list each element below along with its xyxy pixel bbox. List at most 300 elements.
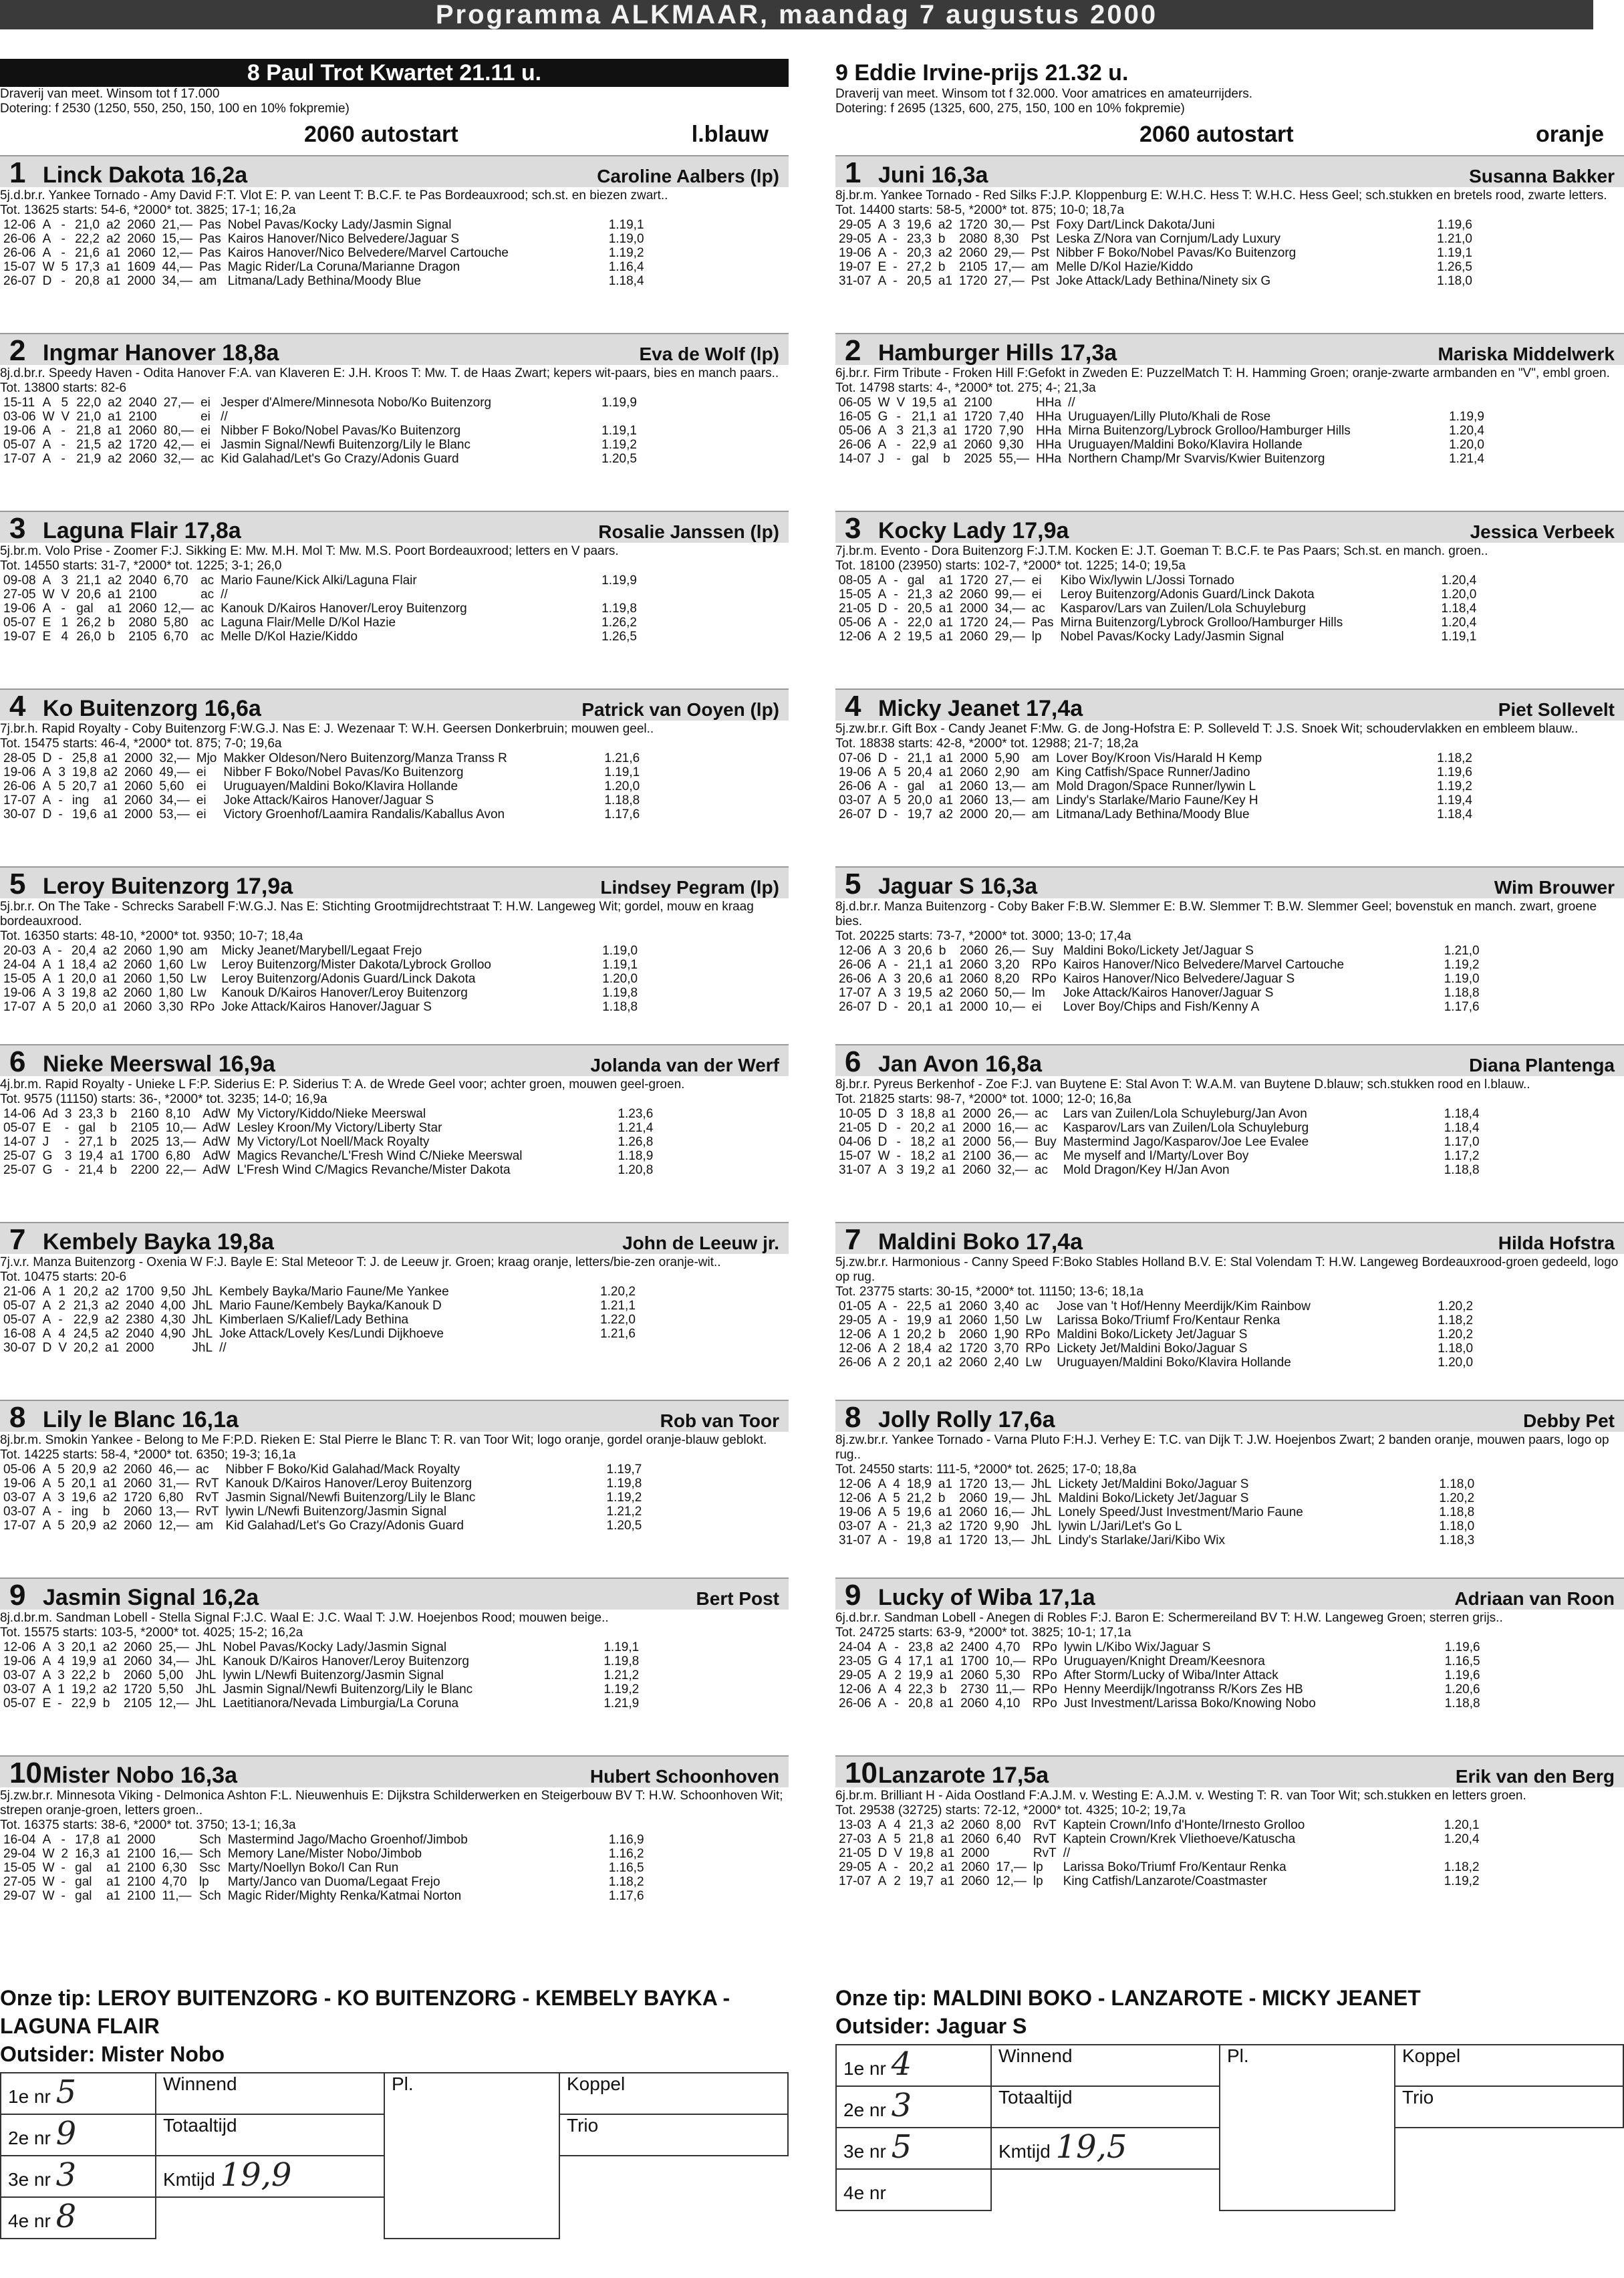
table-cell: 1.19,1 bbox=[602, 958, 638, 972]
handwritten-2[interactable]: 3 bbox=[891, 2087, 912, 2124]
bet-label-koppel[interactable]: Koppel bbox=[559, 2073, 788, 2114]
table-cell: 2060 bbox=[124, 793, 153, 807]
table-cell: - bbox=[893, 1313, 898, 1327]
table-cell: 4,70 bbox=[995, 1640, 1021, 1654]
horse-name: Jolly Rolly 17,6a bbox=[878, 1407, 1055, 1432]
table-cell: 1.20,2 bbox=[600, 1285, 636, 1299]
table-cell: a1 bbox=[939, 1696, 954, 1711]
horse-driver: Diana Plantenga bbox=[1469, 1055, 1615, 1075]
table-cell: a1 bbox=[938, 1000, 954, 1014]
table-cell: Foxy Dart/Linck Dakota/Juni bbox=[1056, 218, 1215, 232]
table-cell: a2 bbox=[105, 1285, 120, 1299]
table-cell: 1.18,4 bbox=[1444, 1107, 1480, 1121]
table-cell: 1.18,2 bbox=[1437, 751, 1472, 765]
horse-name: Maldini Boko 17,4a bbox=[878, 1229, 1083, 1255]
table-cell: 3 bbox=[57, 986, 65, 1000]
table-cell: 2380 bbox=[126, 1313, 154, 1327]
table-cell: JhL bbox=[1031, 1477, 1052, 1491]
table-cell: - bbox=[61, 218, 65, 232]
table-cell: 2400 bbox=[960, 1640, 989, 1654]
table-cell: 1.18,0 bbox=[1439, 1519, 1475, 1533]
table-cell: AdW bbox=[202, 1107, 231, 1121]
table-cell: 1.20,4 bbox=[1441, 616, 1477, 630]
table-row bbox=[0, 1833, 648, 1847]
horse-pedigree: 6j.br.m. Brilliant H - Aida Oostland F:A.J.M. v. Westing E: A.J.M. v. Westing T: R. van Toor Wit; sch.stukken en letters groen. bbox=[835, 1789, 1526, 1803]
table-cell: a2 bbox=[938, 807, 954, 821]
horse-entry bbox=[835, 866, 1624, 1041]
race-info-1: Draverij van meet. Winsom tot f 32.000. Voor amatrices en amateurrijders. bbox=[835, 87, 1253, 101]
table-cell: - bbox=[57, 944, 62, 958]
table-cell: a2 bbox=[938, 1356, 952, 1370]
table-cell: a2 bbox=[102, 944, 117, 958]
bet-label-2: 2e nr 3 bbox=[836, 2086, 991, 2128]
table-cell: 1720 bbox=[964, 410, 992, 424]
table-cell: - bbox=[896, 410, 901, 424]
table-cell: 19-06 bbox=[3, 986, 36, 1000]
table-cell: HHa bbox=[1036, 424, 1062, 438]
horse-stats: Tot. 14400 starts: 58-5, *2000* tot. 875; 10-0; 18,7a bbox=[835, 203, 1125, 217]
table-cell bbox=[1446, 396, 1488, 410]
table-cell: 16,— bbox=[162, 1847, 192, 1861]
table-cell: 2 bbox=[61, 1847, 69, 1861]
table-cell: - bbox=[894, 574, 898, 588]
table-cell: 1.19,2 bbox=[603, 1682, 640, 1696]
table-cell: - bbox=[893, 1519, 898, 1533]
handwritten-kmtijd[interactable]: 19,9 bbox=[220, 2156, 292, 2194]
table-cell: Lickety Jet/Maldini Boko/Jaguar S bbox=[1057, 1342, 1248, 1356]
table-cell: 2000 bbox=[960, 751, 988, 765]
table-cell: 1720 bbox=[959, 1533, 988, 1547]
table-cell: 5 bbox=[894, 765, 901, 779]
table-cell: b bbox=[943, 452, 950, 466]
results-table bbox=[835, 218, 1476, 288]
table-cell: A bbox=[42, 424, 51, 438]
table-cell: 1700 bbox=[130, 1149, 159, 1163]
table-cell: 1.20,2 bbox=[1438, 1299, 1474, 1313]
table-cell: 13,— bbox=[994, 793, 1025, 807]
table-cell: Nibber F Boko/Nobel Pavas/Ko Buitenzorg bbox=[223, 765, 464, 779]
table-row bbox=[835, 602, 1480, 616]
table-cell: 19-06 bbox=[839, 246, 871, 260]
table-cell: 5 bbox=[57, 1000, 65, 1014]
table-cell: 3,30 bbox=[158, 1000, 184, 1014]
horse-number: 5 bbox=[9, 868, 26, 900]
table-cell: A bbox=[877, 588, 887, 602]
table-cell: 3,40 bbox=[994, 1299, 1019, 1313]
table-cell: - bbox=[64, 1135, 70, 1149]
table-cell: Mastermind Jago/Kasparov/Joe Lee Evalee bbox=[1063, 1135, 1309, 1149]
horse-number: 1 bbox=[845, 156, 861, 189]
horse-header bbox=[0, 511, 789, 543]
table-cell: D bbox=[877, 1846, 888, 1860]
table-row bbox=[0, 1640, 642, 1654]
table-cell: 27,2 bbox=[906, 260, 932, 274]
table-cell: 30-07 bbox=[3, 1341, 36, 1355]
table-cell: 5 bbox=[893, 1491, 900, 1505]
horse-pedigree: 5j.br.r. On The Take - Schrecks Sarabell F:W.G.J. Nas E: Stichting Grootmijdrechtstraat T: H.W. Langeweg Wit; gordel, mouw en kraag bordeauxrood. bbox=[0, 900, 754, 928]
table-cell: 21,3 bbox=[74, 1299, 99, 1313]
page-header: Programma ALKMAAR, maandag 7 augustus 2000 bbox=[0, 0, 1593, 29]
table-row bbox=[0, 1654, 642, 1668]
table-cell: 1.21,2 bbox=[606, 1505, 642, 1519]
table-cell: 17-07 bbox=[839, 986, 871, 1000]
table-cell: A bbox=[42, 574, 51, 588]
table-row bbox=[835, 1477, 1478, 1491]
bet-label-totaaltijd[interactable]: Totaaltijd bbox=[156, 2114, 384, 2156]
bet-label-kmtijd[interactable]: Kmtijd 19,9 bbox=[156, 2156, 384, 2197]
table-cell: 01-05 bbox=[839, 1299, 871, 1313]
table-cell: 05-07 bbox=[3, 1313, 36, 1327]
table-cell: a2 bbox=[102, 1463, 117, 1477]
table-cell: 19,7 bbox=[909, 1874, 934, 1888]
table-cell: 4 bbox=[61, 630, 69, 644]
table-cell: RPo bbox=[1025, 1327, 1051, 1342]
table-cell: 19,4 bbox=[78, 1149, 104, 1163]
race-color: oranje bbox=[1535, 122, 1604, 147]
horse-list bbox=[835, 155, 1624, 1930]
table-cell: a1 bbox=[105, 1341, 120, 1355]
table-row bbox=[835, 1135, 1483, 1149]
bet-label-trio[interactable]: Trio bbox=[1395, 2086, 1623, 2128]
table-cell: Kibo Wix/lywin L/Jossi Tornado bbox=[1060, 574, 1234, 588]
table-cell: 2100 bbox=[127, 1875, 156, 1889]
table-row bbox=[835, 765, 1476, 779]
table-cell: 6,30 bbox=[162, 1861, 187, 1875]
table-cell: 18,2 bbox=[910, 1135, 936, 1149]
table-cell: A bbox=[877, 1696, 887, 1711]
table-cell: D bbox=[877, 1000, 888, 1014]
table-cell: Kasparov/Lars van Zuilen/Lola Schuyleburg bbox=[1060, 602, 1307, 616]
results-table bbox=[0, 396, 640, 466]
handwritten-2[interactable]: 9 bbox=[55, 2115, 77, 2152]
table-cell: D bbox=[877, 1135, 888, 1149]
table-cell: Kairos Hanover/Nico Belvedere/Marvel Cartouche bbox=[227, 246, 509, 260]
horse-number: 9 bbox=[9, 1579, 26, 1612]
table-cell: Sch bbox=[198, 1847, 221, 1861]
handwritten-3[interactable]: 3 bbox=[55, 2156, 77, 2194]
table-cell: a1 bbox=[942, 1135, 956, 1149]
table-cell: Uruguayen/Maldini Boko/Klavira Hollande bbox=[1057, 1356, 1291, 1370]
table-cell: 26,— bbox=[997, 1107, 1028, 1121]
table-cell: 3 bbox=[57, 1640, 65, 1654]
table-row bbox=[0, 807, 643, 821]
table-cell: 19,5 bbox=[907, 986, 932, 1000]
table-cell: 2080 bbox=[128, 616, 157, 630]
bet-label-trio[interactable]: Trio bbox=[559, 2114, 788, 2156]
table-cell: 1.22,0 bbox=[600, 1313, 636, 1327]
results-table bbox=[835, 574, 1480, 644]
table-cell: My Victory/Kiddo/Nieke Meerswal bbox=[237, 1107, 426, 1121]
table-cell: 1.18,8 bbox=[1444, 986, 1480, 1000]
table-cell: 2060 bbox=[960, 779, 988, 793]
table-cell: - bbox=[64, 1163, 70, 1177]
table-cell: A bbox=[877, 1533, 887, 1547]
table-cell: ac bbox=[1034, 1149, 1049, 1163]
table-cell: 26-06 bbox=[3, 232, 36, 246]
table-cell: 5,80 bbox=[163, 616, 188, 630]
table-cell: 5,90 bbox=[994, 751, 1020, 765]
bet-label-koppel[interactable]: Koppel bbox=[1395, 2045, 1623, 2086]
horse-stats: Tot. 16350 starts: 48-10, *2000* tot. 9350; 10-7; 18,4a bbox=[0, 929, 303, 943]
table-row bbox=[835, 1668, 1484, 1682]
table-cell: a2 bbox=[108, 438, 122, 452]
table-cell: 21,1 bbox=[912, 410, 937, 424]
table-cell: 20,6 bbox=[76, 588, 102, 602]
table-cell: 1720 bbox=[128, 438, 157, 452]
table-cell: 1.20,0 bbox=[602, 972, 638, 986]
table-cell: A bbox=[877, 779, 887, 793]
horse-name: Jaguar S 16,3a bbox=[878, 874, 1038, 899]
table-cell: Litmana/Lady Bethina/Moody Blue bbox=[227, 274, 422, 288]
table-cell: 1.20,0 bbox=[604, 779, 640, 793]
table-cell: A bbox=[42, 779, 51, 793]
table-cell: 1,50 bbox=[994, 1313, 1019, 1327]
table-cell: 2 bbox=[893, 1342, 900, 1356]
table-cell: // bbox=[1063, 1846, 1071, 1860]
table-cell: 20,2 bbox=[74, 1341, 99, 1355]
horse-header bbox=[0, 1577, 789, 1610]
handwritten-kmtijd[interactable]: 19,5 bbox=[1055, 2128, 1127, 2166]
table-cell: a1 bbox=[106, 274, 121, 288]
table-cell: - bbox=[893, 274, 898, 288]
table-cell: 27-05 bbox=[3, 1875, 36, 1889]
table-cell: 21,9 bbox=[76, 452, 102, 466]
table-cell: 1.19,1 bbox=[601, 424, 637, 438]
table-cell: 1.16,5 bbox=[608, 1861, 644, 1875]
horse-entry bbox=[0, 1044, 789, 1219]
table-cell: Maldini Boko/Lickety Jet/Jaguar S bbox=[1063, 944, 1254, 958]
bet-label-kmtijd[interactable]: Kmtijd 19,5 bbox=[991, 2128, 1220, 2169]
table-cell: AdW bbox=[202, 1121, 231, 1135]
horse-entry bbox=[0, 688, 789, 864]
table-cell: RPo bbox=[1032, 1640, 1057, 1654]
table-cell: 1 bbox=[57, 1682, 65, 1696]
table-cell: - bbox=[61, 246, 65, 260]
table-cell: 06-05 bbox=[839, 396, 871, 410]
table-row bbox=[835, 218, 1476, 232]
table-cell: 5 bbox=[58, 779, 65, 793]
horse-number: 4 bbox=[845, 690, 861, 723]
table-cell: 1.26,2 bbox=[601, 616, 637, 630]
table-cell: a2 bbox=[938, 986, 954, 1000]
table-cell: Magics Revanche/L'Fresh Wind C/Nieke Meerswal bbox=[237, 1149, 523, 1163]
table-cell: b bbox=[108, 616, 115, 630]
table-cell: 27-05 bbox=[3, 588, 36, 602]
table-cell: 3 bbox=[64, 1149, 72, 1163]
horse-number: 10 bbox=[9, 1757, 42, 1789]
table-cell: - bbox=[894, 602, 898, 616]
table-cell: 2000 bbox=[124, 807, 153, 821]
table-row bbox=[835, 1327, 1476, 1342]
table-row bbox=[835, 1696, 1484, 1711]
horse-driver: Susanna Bakker bbox=[1469, 166, 1615, 186]
table-cell: 03-07 bbox=[839, 793, 871, 807]
table-cell: AdW bbox=[202, 1163, 231, 1177]
table-cell: 17,3 bbox=[75, 260, 100, 274]
table-cell: 1.26,5 bbox=[601, 630, 637, 644]
horse-number: 9 bbox=[845, 1579, 861, 1612]
table-cell: 8,30 bbox=[994, 232, 1019, 246]
table-cell: A bbox=[877, 424, 887, 438]
table-cell: 29-05 bbox=[839, 232, 871, 246]
table-cell: 1720 bbox=[959, 274, 988, 288]
horse-name: Kembely Bayka 19,8a bbox=[43, 1229, 274, 1255]
bet-label-pl[interactable]: Pl. bbox=[1220, 2045, 1395, 2210]
horse-entry bbox=[0, 1222, 789, 1397]
table-cell: ac bbox=[1025, 1299, 1039, 1313]
table-cell: W bbox=[42, 1861, 55, 1875]
table-cell: Leroy Buitenzorg/Adonis Guard/Linck Dakota bbox=[1060, 588, 1315, 602]
table-cell: A bbox=[42, 1640, 51, 1654]
table-cell: 29-07 bbox=[3, 1889, 36, 1903]
bet-label-winnend[interactable]: Winnend bbox=[156, 2073, 384, 2114]
table-cell: 1,90 bbox=[994, 1327, 1019, 1342]
table-cell: 10,— bbox=[995, 1654, 1026, 1668]
horse-header bbox=[835, 1222, 1624, 1254]
table-cell: ei bbox=[1031, 574, 1042, 588]
table-cell: 12-06 bbox=[839, 1342, 871, 1356]
table-cell bbox=[996, 396, 1033, 410]
table-cell: - bbox=[893, 246, 898, 260]
table-cell: 1.18,2 bbox=[608, 1875, 644, 1889]
table-row bbox=[835, 452, 1488, 466]
table-cell: 1.21,4 bbox=[618, 1121, 654, 1135]
table-cell: RPo bbox=[1032, 1682, 1057, 1696]
bet-label-totaaltijd[interactable]: Totaaltijd bbox=[991, 2086, 1220, 2128]
table-cell: b bbox=[939, 1682, 947, 1696]
table-cell: 16,3 bbox=[75, 1847, 100, 1861]
table-cell: 26-06 bbox=[3, 779, 36, 793]
table-cell: b bbox=[938, 944, 946, 958]
table-cell: A bbox=[42, 986, 51, 1000]
table-row bbox=[0, 1505, 645, 1519]
table-cell: 25,8 bbox=[72, 751, 97, 765]
table-cell: A bbox=[42, 1000, 51, 1014]
table-row bbox=[835, 1000, 1483, 1014]
table-cell: J bbox=[877, 452, 885, 466]
table-row bbox=[0, 452, 640, 466]
handwritten-4[interactable]: 8 bbox=[55, 2198, 77, 2235]
table-cell: My Victory/Lot Noell/Mack Royalty bbox=[237, 1135, 430, 1149]
table-cell: A bbox=[42, 602, 51, 616]
table-cell: 2060 bbox=[127, 246, 156, 260]
table-cell: A bbox=[877, 1327, 887, 1342]
table-cell: Mastermind Jago/Macho Groenhof/Jimbob bbox=[227, 1833, 468, 1847]
handwritten-3[interactable]: 5 bbox=[891, 2128, 912, 2166]
table-cell: 15-11 bbox=[3, 396, 35, 410]
table-cell: Nibber F Boko/Nobel Pavas/Ko Buitenzorg bbox=[1056, 246, 1297, 260]
handwritten-1[interactable]: 4 bbox=[891, 2045, 912, 2083]
horse-driver: Erik van den Berg bbox=[1455, 1766, 1615, 1787]
table-cell: JhL bbox=[195, 1654, 217, 1668]
table-cell: 19-07 bbox=[839, 260, 871, 274]
table-cell: 1.17,2 bbox=[1444, 1149, 1480, 1163]
table-cell: A bbox=[42, 765, 51, 779]
table-cell: 21,3 bbox=[909, 1818, 934, 1832]
table-cell: Northern Champ/Mr Svarvis/Kwier Buitenzorg bbox=[1068, 452, 1325, 466]
table-cell: 05-06 bbox=[839, 616, 871, 630]
table-cell: - bbox=[61, 602, 65, 616]
table-cell: Henny Meerdijk/Ingotranss R/Kors Zes HB bbox=[1063, 1682, 1303, 1696]
table-cell: 2060 bbox=[964, 438, 992, 452]
table-cell: 8,00 bbox=[996, 1818, 1021, 1832]
table-cell: am bbox=[1031, 260, 1049, 274]
table-cell: A bbox=[877, 972, 887, 986]
table-cell: a1 bbox=[106, 246, 121, 260]
table-cell: - bbox=[896, 1135, 901, 1149]
table-cell: 2000 bbox=[127, 274, 156, 288]
table-cell: 2040 bbox=[126, 1299, 154, 1313]
bet-label-winnend[interactable]: Winnend bbox=[991, 2045, 1220, 2086]
table-cell: Lw bbox=[190, 972, 207, 986]
horse-stats: Tot. 16375 starts: 38-6, *2000* tot. 3750; 13-1; 16,3a bbox=[0, 1818, 296, 1832]
table-cell: A bbox=[877, 1477, 887, 1491]
handwritten-1[interactable]: 5 bbox=[55, 2073, 77, 2111]
bet-label-pl[interactable]: Pl. bbox=[384, 2073, 559, 2239]
table-row bbox=[0, 765, 643, 779]
horse-driver: Lindsey Pegram (lp) bbox=[600, 877, 779, 898]
table-cell: 21,6 bbox=[75, 246, 100, 260]
table-cell: 31-07 bbox=[839, 274, 871, 288]
table-cell: 1.19,1 bbox=[1441, 630, 1477, 644]
horse-number: 8 bbox=[845, 1401, 861, 1434]
table-cell: a2 bbox=[938, 1342, 952, 1356]
table-cell: Buy bbox=[1034, 1135, 1057, 1149]
table-cell: Pst bbox=[1031, 232, 1050, 246]
table-cell: 20,0 bbox=[71, 972, 96, 986]
table-row bbox=[0, 1477, 645, 1491]
table-row bbox=[835, 1163, 1483, 1177]
table-cell bbox=[1441, 1846, 1483, 1860]
table-cell: 34,— bbox=[994, 602, 1025, 616]
table-cell: W bbox=[42, 1875, 55, 1889]
start-type: 2060 autostart bbox=[1139, 122, 1294, 147]
table-cell: 23,8 bbox=[908, 1640, 933, 1654]
table-cell: lywin L/Jari/Let's Go L bbox=[1058, 1519, 1182, 1533]
table-cell: 1.18,4 bbox=[1437, 807, 1472, 821]
table-cell: ac bbox=[200, 452, 215, 466]
table-cell: ei bbox=[196, 793, 207, 807]
table-cell: 20,8 bbox=[75, 274, 100, 288]
table-cell: a1 bbox=[102, 1654, 117, 1668]
table-cell: a2 bbox=[938, 1519, 952, 1533]
table-cell: Marty/Noellyn Boko/I Can Run bbox=[227, 1861, 399, 1875]
table-cell: 15-07 bbox=[3, 260, 36, 274]
table-cell: Maldini Boko/Lickety Jet/Jaguar S bbox=[1057, 1327, 1248, 1342]
table-cell: 1.19,0 bbox=[602, 944, 638, 958]
table-cell: A bbox=[877, 1860, 887, 1874]
results-table bbox=[835, 1818, 1483, 1888]
horse-driver: Rob van Toor bbox=[660, 1410, 779, 1431]
table-cell: 20,8 bbox=[908, 1696, 933, 1711]
table-cell: 15-07 bbox=[839, 1149, 871, 1163]
table-cell: am bbox=[1031, 807, 1050, 821]
table-row bbox=[0, 1163, 656, 1177]
horse-stats: Tot. 10475 starts: 20-6 bbox=[0, 1270, 127, 1284]
table-cell: A bbox=[877, 765, 887, 779]
horse-driver: Hilda Hofstra bbox=[1498, 1233, 1615, 1253]
horse-header bbox=[0, 866, 789, 898]
table-cell: Pas bbox=[198, 260, 221, 274]
table-cell: RvT bbox=[1033, 1818, 1057, 1832]
table-cell: ac bbox=[200, 588, 215, 602]
table-cell: AdW bbox=[202, 1135, 231, 1149]
table-cell: G bbox=[42, 1149, 53, 1163]
table-cell: JhL bbox=[192, 1285, 213, 1299]
table-cell: Leska Z/Nora van Cornjum/Lady Luxury bbox=[1056, 232, 1280, 246]
table-cell: 19,6 bbox=[72, 807, 97, 821]
table-cell: 2040 bbox=[128, 396, 157, 410]
